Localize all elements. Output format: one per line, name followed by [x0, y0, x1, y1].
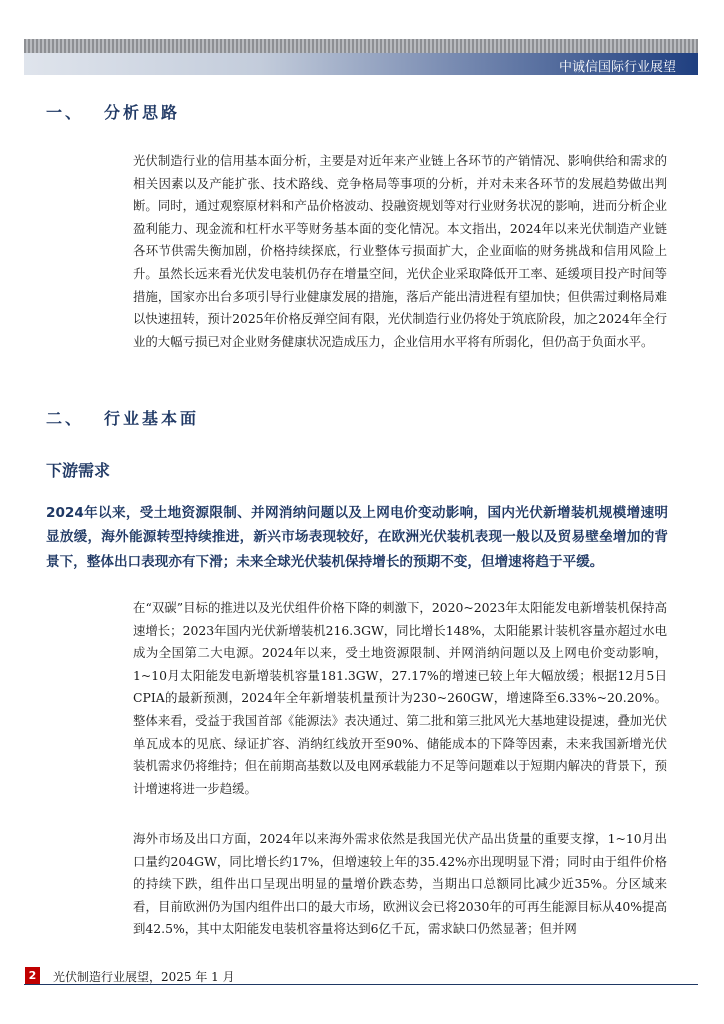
overseas-market-paragraph: 海外市场及出口方面，2024年以来海外需求依然是我国光伏产品出货量的重要支撑，1~10月出口量约204GW，同比增长约17%，但增速较上年的35.42%亦出现明显下滑；同时由于组件价格的持续下跌，组件出口呈现出明显的量增价跌态势，当期出口总额同比减少近35%。分区域来看，目前欧洲仍为国内组件出口的最大市场，欧洲议会已将2030年的可再生能源目标从40%提高到42.5%，其中太阳能发电装机容量将达到6亿千瓦，需求缺口仍然显著；但并网 — [133, 831, 667, 937]
section-heading-fundamentals — [46, 406, 199, 429]
section-heading-analysis — [46, 100, 180, 123]
page-number: 2 — [25, 967, 40, 984]
key-finding-paragraph: 2024年以来，受土地资源限制、并网消纳问题以及上网电价变动影响，国内光伏新增装机规模增速明显放缓，海外能源转型持续推进，新兴市场表现较好，在欧洲光伏装机表现一般以及贸易壁垒增加的背景下，整体出口表现亦有下滑；未来全球光伏装机保持增长的预期不变，但增速将趋于平缓。 — [46, 505, 668, 570]
section-title: 分析思路 — [104, 103, 181, 122]
section-number: 二、 — [46, 409, 85, 428]
header-pattern-strip — [24, 39, 698, 53]
section-number: 一、 — [46, 103, 85, 122]
header-bar — [24, 53, 698, 75]
subsection-heading-demand: 下游需求 — [46, 461, 111, 480]
footer-title: 光伏制造行业展望，2025 年 1 月 — [53, 970, 235, 984]
analysis-paragraph: 光伏制造行业的信用基本面分析，主要是对近年来产业链上各环节的产销情况、影响供给和需求的相关因素以及产能扩张、技术路线、竞争格局等事项的分析，并对未来各环节的发展趋势做出判断。同时，通过观察原材料和产品价格波动、投融资规划等对行业财务状况的影响，进而分析企业盈利能力、现金流和杠杆水平等财务基本面的变化情况。本文指出，2024年以来光伏制造产业链各环节供需失衡加剧，价格持续探底，行业整体亏损面扩大，企业面临的财务挑战和信用风险上升。虽然长远来看光伏发电装机仍存在增量空间，光伏企业采取降低开工率、延缓项目投产时间等措施，国家亦出台多项引导行业健康发展的措施，落后产能出清进程有望加快；但供需过剩格局难以快速扭转，预计2025年价格反弹空间有限，光伏制造行业仍将处于筑底阶段，加之2024年全行业的大幅亏损已对企业财务健康状况造成压力，企业信用水平将有所弱化，但仍高于负面水平。 — [133, 153, 667, 349]
domestic-demand-paragraph: 在“双碳”目标的推进以及光伏组件价格下降的刺激下，2020~2023年太阳能发电新增装机保持高速增长；2023年国内光伏新增装机216.3GW，同比增长148%，太阳能累计装机容量亦超过水电成为全国第二大电源。2024年以来，受土地资源限制、并网消纳问题以及上网电价变动影响，1~10月太阳能发电新增装机容量181.3GW，27.17%的增速已较上年大幅放缓；根据12月5日CPIA的最新预测，2024年全年新增装机量预计为230~260GW，增速降至6.33%~20.20%。整体来看，受益于我国首部《能源法》表决通过、第二批和第三批风光大基地建设提速，叠加光伏单瓦成本的见底、绿证扩容、消纳红线放开至90%、储能成本的下降等因素，未来我国新增光伏装机需求仍将维持；但在前期高基数以及电网承载能力不足等问题难以于短期内解决的背景下，预计增速将进一步趋缓。 — [133, 600, 667, 796]
section-title: 行业基本面 — [104, 409, 200, 428]
footer-divider — [24, 984, 698, 985]
report-series-title: 中诚信国际行业展望 — [558, 60, 676, 75]
